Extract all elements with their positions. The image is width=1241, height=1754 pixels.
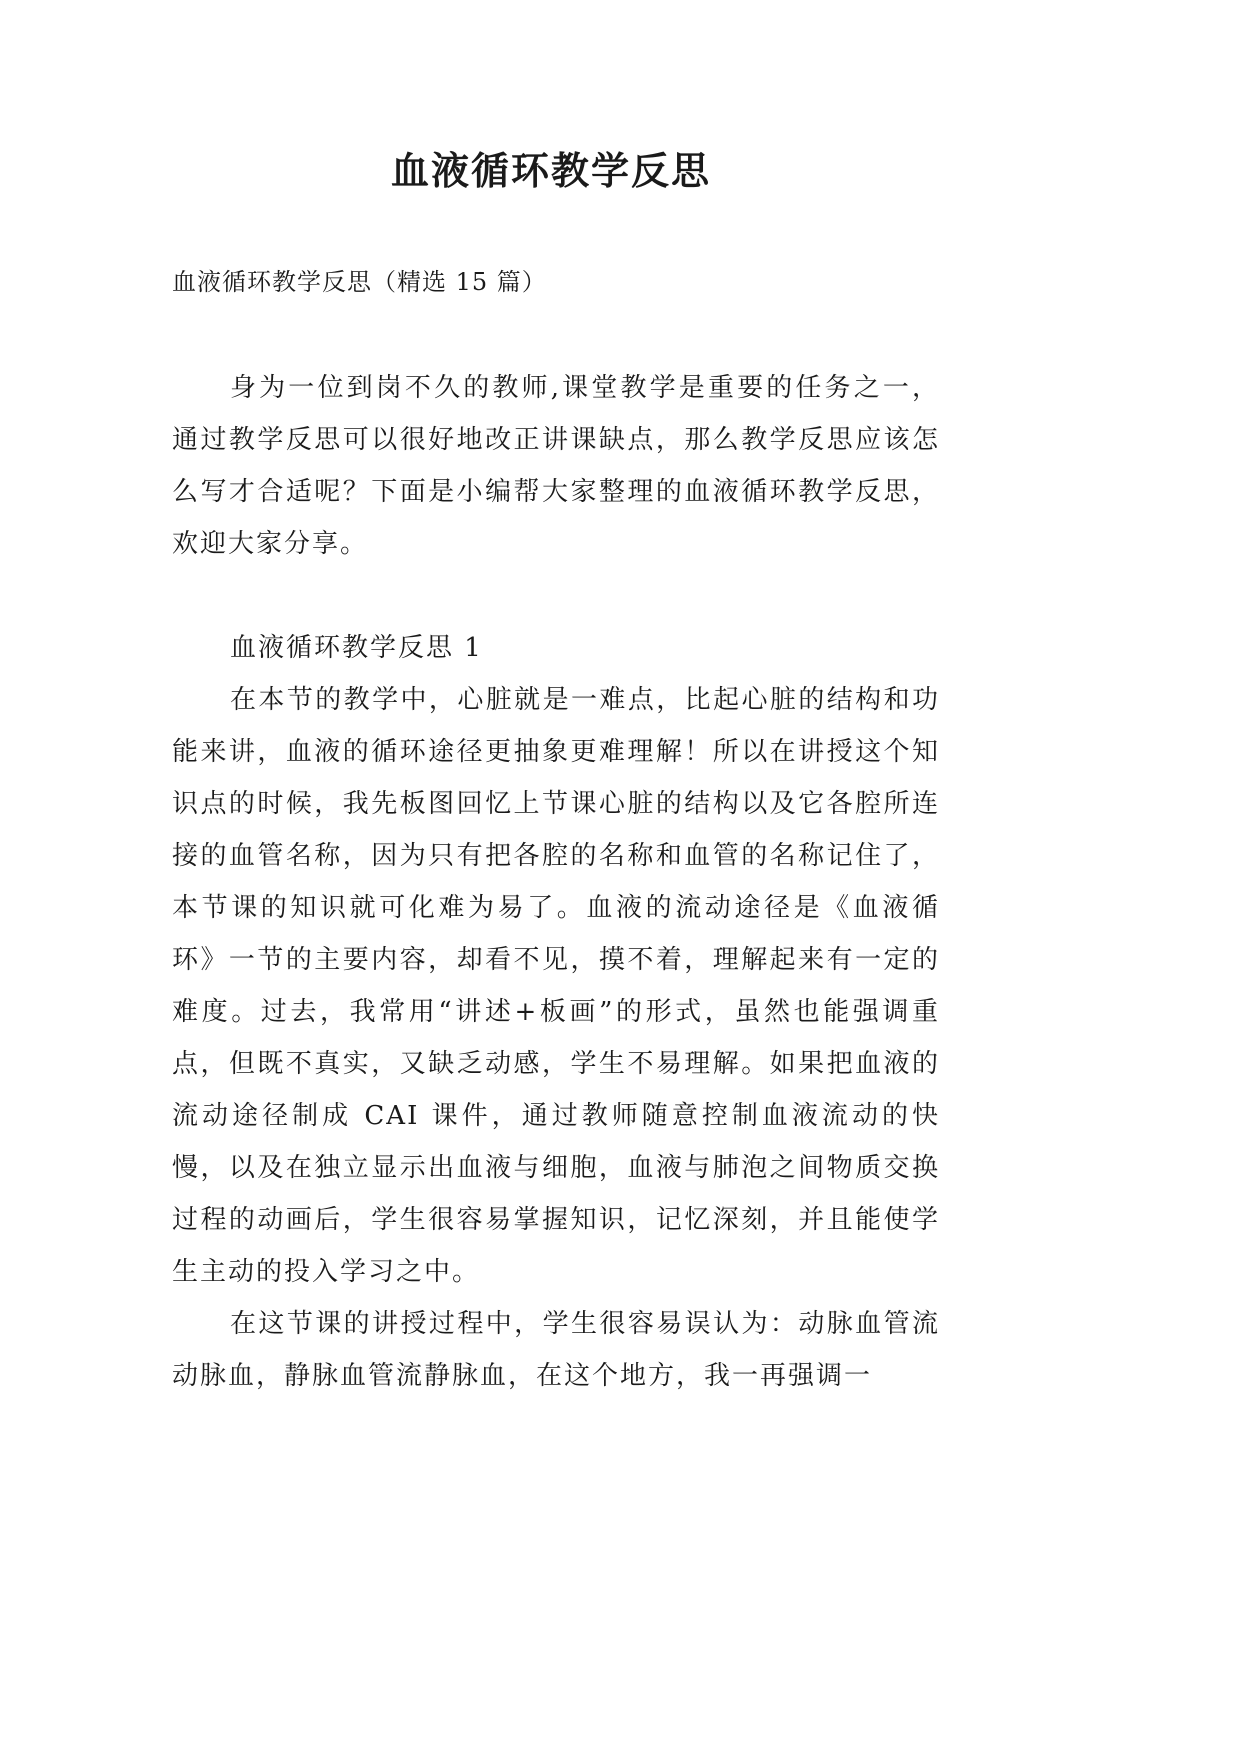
body-paragraph: 在本节的教学中，心脏就是一难点，比起心脏的结构和功能来讲，血液的循环途径更抽象更难理解！所以在讲授这个知识点的时候，我先板图回忆上节课心脏的结构以及它各腔所连接的血管名称，因为只有把各腔的名称和血管的名称记住了，本节课的知识就可化难为易了。血液的流动途径是《血液循环》一节的主要内容，却看不见，摸不着，理解起来有一定的难度。过去，我常用“讲述+板画”的形式，虽然也能强调重点，但既不真实，又缺乏动感，学生不易理解。如果把血液的流动途径制成 CAI 课件，通过教师随意控制血液流动的快慢，以及在独立显示出血液与细胞，血液与肺泡之间物质交换过程的动画后，学生很容易掌握知识，记忆深刻，并且能使学生主动的投入学习之中。 bbox=[172, 685, 940, 1287]
body-paragraph: 在这节课的讲授过程中，学生很容易误认为：动脉血管流动脉血，静脉血管流静脉血，在这个地方，我一再强调一 bbox=[172, 1309, 940, 1391]
intro-paragraph: 身为一位到岗不久的教师,课堂教学是重要的任务之一，通过教学反思可以很好地改正讲课缺点，那么教学反思应该怎么写才合适呢？下面是小编帮大家整理的血液循环教学反思，欢迎大家分享。 bbox=[172, 373, 940, 559]
section-heading: 血液循环教学反思 1 bbox=[230, 633, 483, 663]
document-subtitle: 血液循环教学反思（精选 15 篇） bbox=[172, 268, 547, 296]
document-title: 血液循环教学反思 bbox=[390, 148, 711, 193]
